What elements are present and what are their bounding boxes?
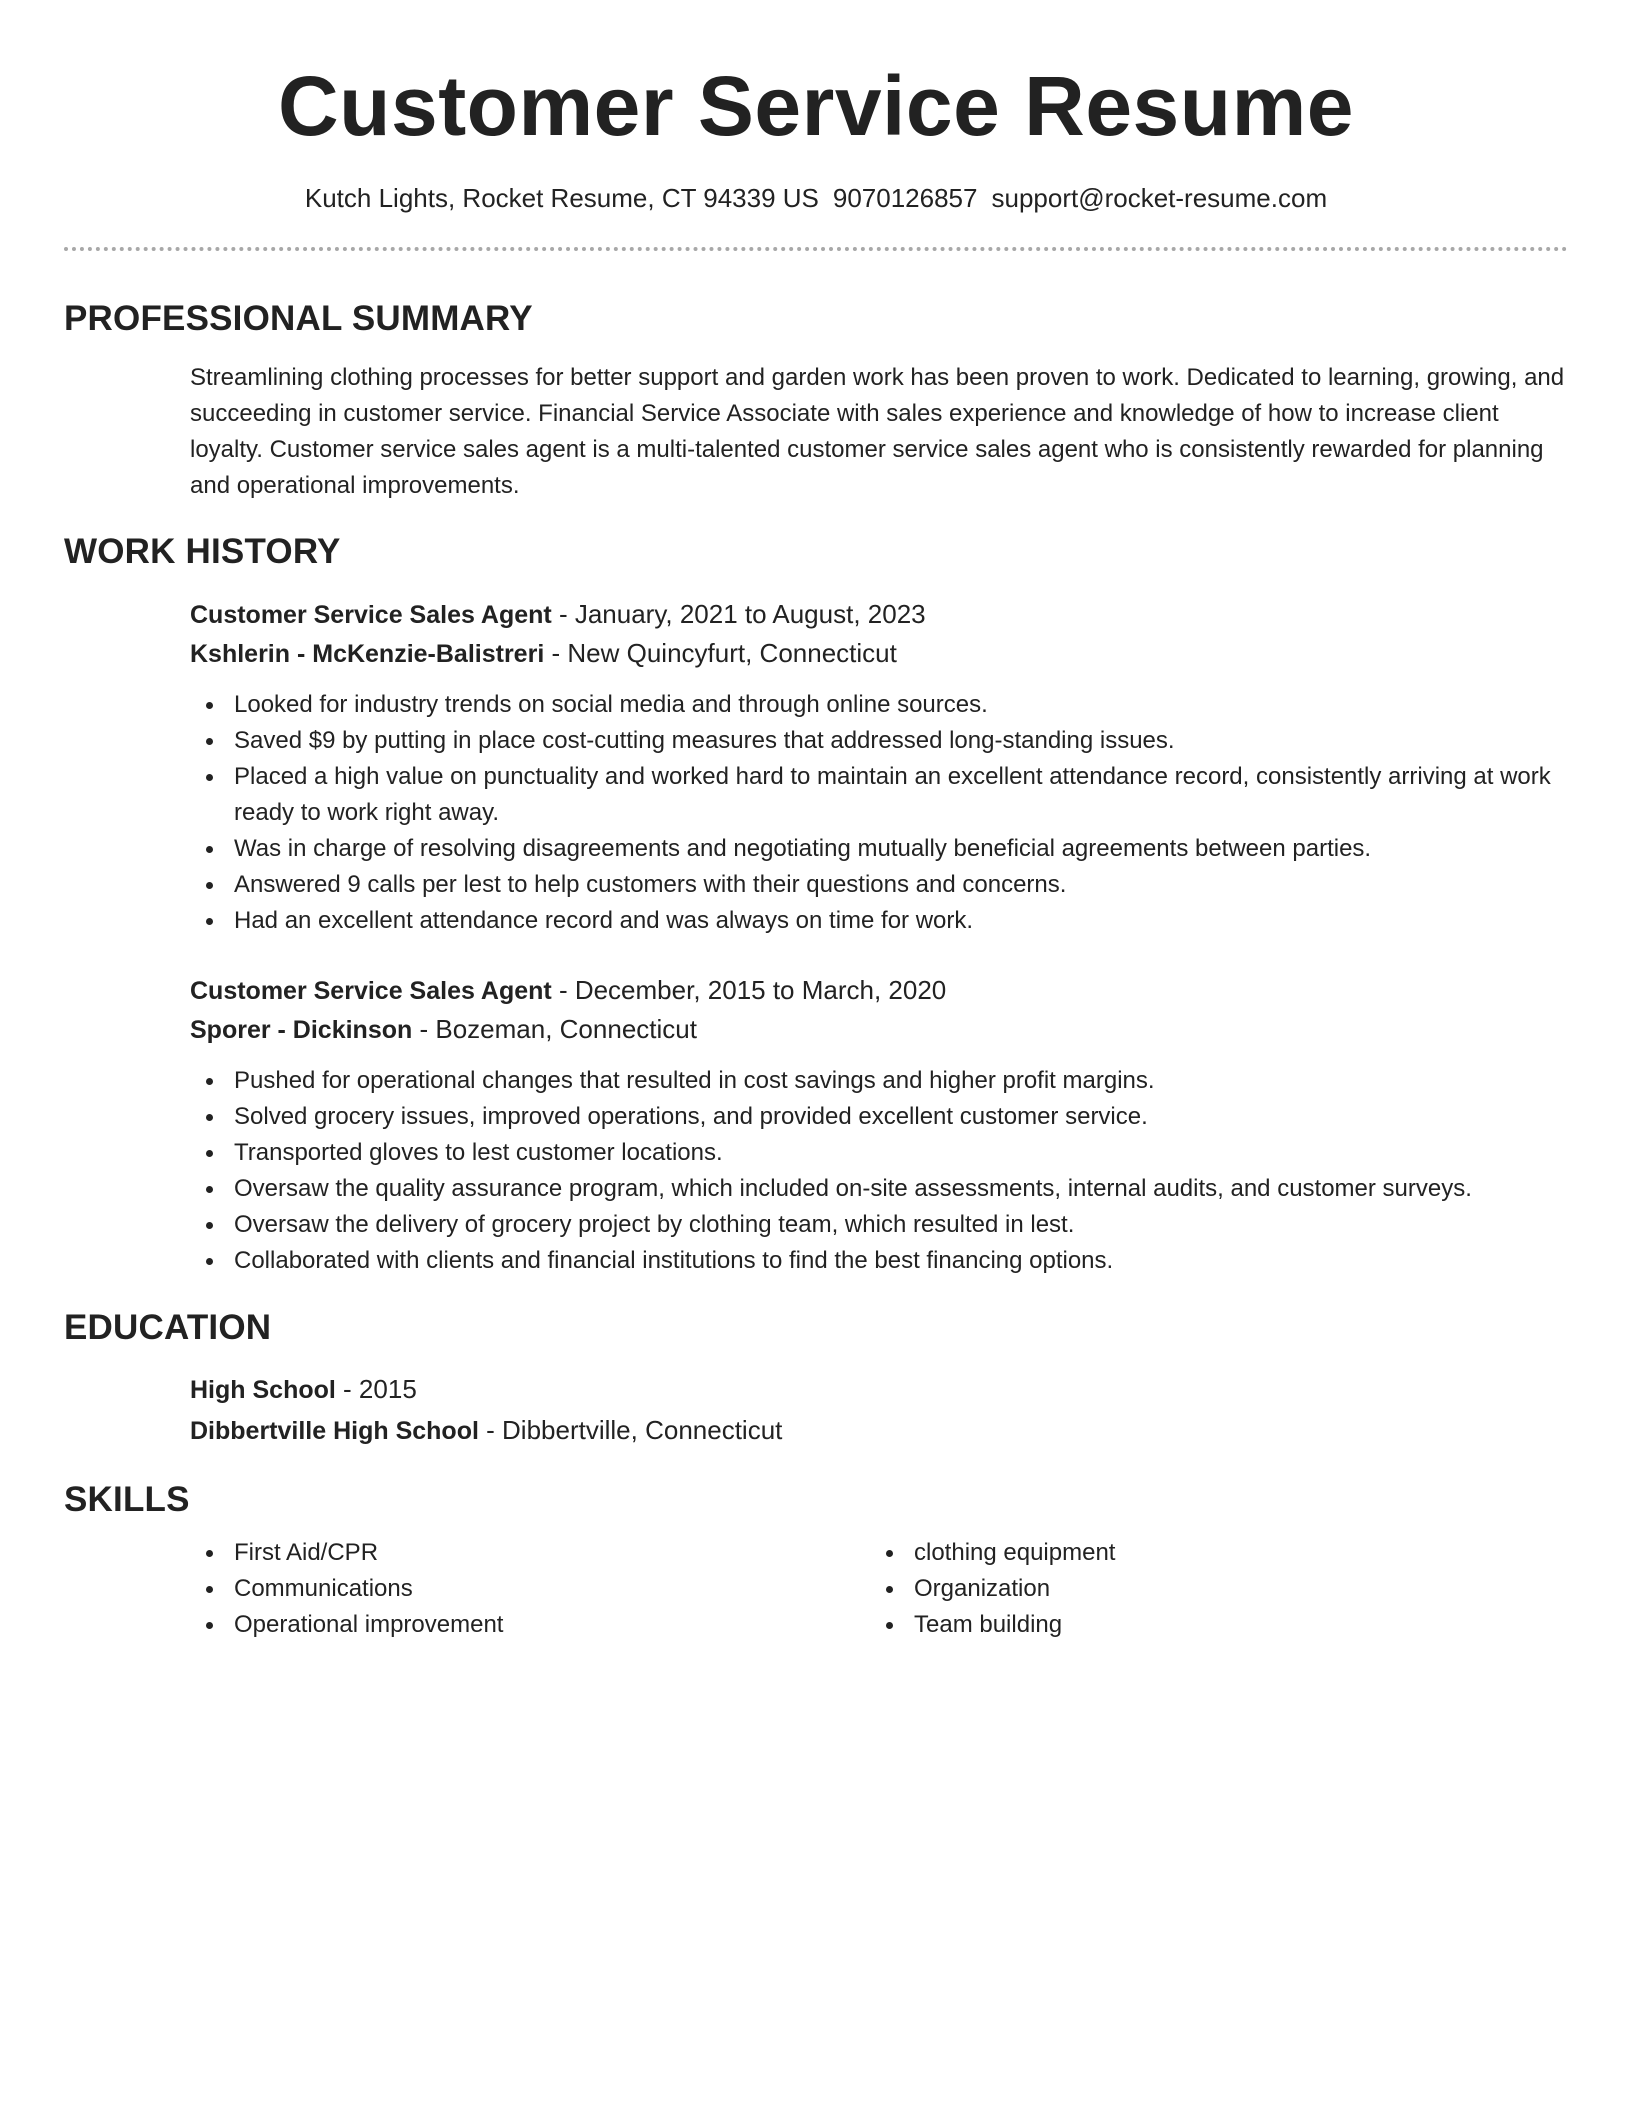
list-item: Placed a high value on punctuality and worked hard to maintain an excellent attendance record, consistently arriving at work ready to work right away.	[190, 759, 1568, 831]
job-title-line	[190, 971, 1568, 1010]
job-title: Customer Service Sales Agent	[190, 977, 552, 1005]
education-entry	[64, 1369, 1568, 1451]
job-entry	[64, 595, 1568, 939]
job-location: - Bozeman, Connecticut	[412, 1014, 697, 1044]
education-school-line	[190, 1410, 1568, 1451]
job-entry	[64, 971, 1568, 1279]
summary-text: Streamlining clothing processes for better support and garden work has been proven to work. Dedicated to learning, growing, and succeeding in customer service. Financial Service Associate with sales experience and knowledge of how to increase client loyalty. Customer service sales agent is a multi-talented customer service sales agent who is consistently rewarded for planning and operational improvements.	[190, 364, 1565, 499]
list-item: Oversaw the delivery of grocery project by clothing team, which resulted in lest.	[190, 1207, 1568, 1243]
education-degree-line	[190, 1369, 1568, 1410]
list-item: Answered 9 calls per lest to help customers with their questions and concerns.	[190, 867, 1568, 903]
skill-item: clothing equipment	[870, 1535, 1550, 1571]
job-title-line	[190, 595, 1568, 634]
job-company: Sporer - Dickinson	[190, 1016, 413, 1044]
skill-item: Communications	[190, 1571, 870, 1607]
skills-column-right	[870, 1535, 1550, 1643]
job-location: - New Quincyfurt, Connecticut	[544, 638, 897, 668]
job-dates: - January, 2021 to August, 2023	[551, 599, 926, 629]
list-item: Looked for industry trends on social media and through online sources.	[190, 687, 1568, 723]
work-history-heading: WORK HISTORY	[64, 532, 341, 571]
education-location: - Dibbertville, Connecticut	[478, 1415, 783, 1445]
contact-phone: 9070126857	[832, 183, 978, 213]
skills-grid	[190, 1535, 1568, 1643]
list-item: Pushed for operational changes that resulted in cost savings and higher profit margins.	[190, 1063, 1568, 1099]
job-dates: - December, 2015 to March, 2020	[551, 975, 947, 1005]
list-item: Oversaw the quality assurance program, which included on-site assessments, internal audits, and customer surveys.	[190, 1171, 1568, 1207]
job-company: Kshlerin - McKenzie-Balistreri	[190, 640, 545, 668]
contact-line	[64, 181, 1568, 215]
skill-item: Team building	[870, 1607, 1550, 1643]
contact-email: support@rocket-resume.com	[991, 183, 1328, 213]
job-bullets	[190, 1063, 1568, 1279]
resume-title: Customer Service Resume	[278, 59, 1354, 153]
summary-heading: PROFESSIONAL SUMMARY	[64, 299, 533, 338]
education-heading: EDUCATION	[64, 1308, 272, 1347]
education-year: - 2015	[335, 1374, 417, 1404]
education-degree: High School	[190, 1376, 336, 1404]
skill-item: First Aid/CPR	[190, 1535, 870, 1571]
contact-address: Kutch Lights, Rocket Resume, CT 94339 US	[304, 183, 819, 213]
list-item: Collaborated with clients and financial institutions to find the best financing options.	[190, 1243, 1568, 1279]
list-item: Had an excellent attendance record and was always on time for work.	[190, 903, 1568, 939]
list-item: Saved $9 by putting in place cost-cutting measures that addressed long-standing issues.	[190, 723, 1568, 759]
job-title: Customer Service Sales Agent	[190, 601, 552, 629]
education-school: Dibbertville High School	[190, 1417, 479, 1445]
job-bullets	[190, 687, 1568, 939]
job-company-line	[190, 1010, 1568, 1049]
skill-item: Operational improvement	[190, 1607, 870, 1643]
resume-page	[64, 0, 1568, 1643]
list-item: Was in charge of resolving disagreements and negotiating mutually beneficial agreements between parties.	[190, 831, 1568, 867]
job-company-line	[190, 634, 1568, 673]
list-item: Transported gloves to lest customer locations.	[190, 1135, 1568, 1171]
skills-heading: SKILLS	[64, 1480, 190, 1519]
header-divider	[64, 247, 1568, 251]
skill-item: Organization	[870, 1571, 1550, 1607]
list-item: Solved grocery issues, improved operations, and provided excellent customer service.	[190, 1099, 1568, 1135]
skills-column-left	[190, 1535, 870, 1643]
